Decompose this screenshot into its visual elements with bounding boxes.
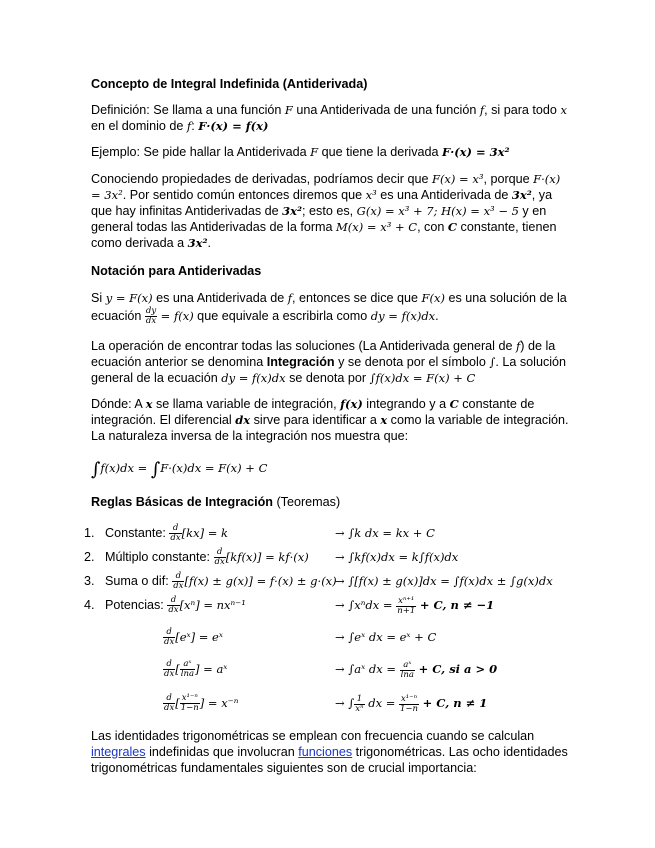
- reglas-heading: Reglas Básicas de Integración (Teoremas): [91, 495, 341, 509]
- trig-paragraph: Las identidades trigonométricas se emplean con frecuencia cuando se calculan integrales indefinidas que involucran funciones trigonométricas. Las ocho identidades trigonométricas fundamentales siguientes son de crucial importancia:: [91, 729, 568, 775]
- page-title: Concepto de Integral Indefinida (Antiderivada): [91, 77, 368, 91]
- example-paragraph: Ejemplo: Se pide hallar la Antiderivada F que tiene la derivada F·(x) = 3x²: [91, 145, 510, 159]
- integral-symbol: ∫: [150, 459, 161, 480]
- funciones-link[interactable]: funciones: [298, 745, 353, 759]
- inverse-formula: ∫f(x)dx = ∫F·(x)dx = F(x) + C: [91, 459, 268, 480]
- operacion-paragraph: La operación de encontrar todas las soluciones (La Antiderivada general de f) de la ecuación anterior se denomina Integración y se denota por el símbolo ∫. La solución general de la ecuación dy = f(x)dx se denota por ∫f(x)dx = F(x) + C: [91, 339, 567, 385]
- rule-exponencial-a: $\frac{d}{dx}$ [ $\frac{\text{aˣ}}{\ln a}$ ] = aˣ → ∫aˣ dx = $\frac{\text{aˣ}}{\ln a}$ + C, si a > 0: [164, 659, 498, 680]
- definition-paragraph: Definición: Se llama a una función F una Antiderivada de una función f, si para todo x en el dominio de f: F·(x) = f(x): [91, 103, 567, 133]
- conociendo-paragraph: Conociendo propiedades de derivadas, podríamos decir que F(x) = x³, porque F·(x) = 3x². Por sentido común entonces diremos que x³ es una Antiderivada de 3x², ya que hay infinitas Antiderivadas de 3x²; esto es, G(x) = x³ + 7; H(x) = x³ − 5 y en general todas las Antiderivadas de la forma M(x) = x³ + C, con C constante, tienen como derivada a 3x².: [91, 172, 561, 250]
- integrales-link[interactable]: integrales: [91, 745, 146, 759]
- donde-paragraph: Dónde: A x se llama variable de integración, f(x) integrando y a C constante de integración. El diferencial dx sirve para identificar a x como la variable de integración. La naturaleza inversa de la integración nos muestra que:: [91, 397, 569, 443]
- rule-potencia-negativa: $\frac{d}{dx}$ [ $\frac{\text{x¹⁻ⁿ}}{1-n}$ ] = x⁻ⁿ → ∫ $\frac{1}{\text{xⁿ}}$ dx = $\frac{\text{x¹⁻ⁿ}}{1-n}$ + C, n ≠ 1: [164, 693, 488, 714]
- integral-symbol: ∫: [91, 459, 101, 480]
- notacion-heading: Notación para Antiderivadas: [91, 264, 262, 278]
- notacion-paragraph: Si y = F(x) es una Antiderivada de f, entonces se dice que F(x) es una solución de la ecuación $\frac{dy}{dx}$ = f(x) que equivale a escribirla como dy = f(x)dx.: [91, 291, 567, 327]
- dy-dx-fraction: $\frac{dy}{dx}$: [145, 306, 157, 327]
- rule-exponencial: $\frac{d}{dx}$ [eˣ] = eˣ → ∫eˣ dx = eˣ + C: [164, 627, 437, 648]
